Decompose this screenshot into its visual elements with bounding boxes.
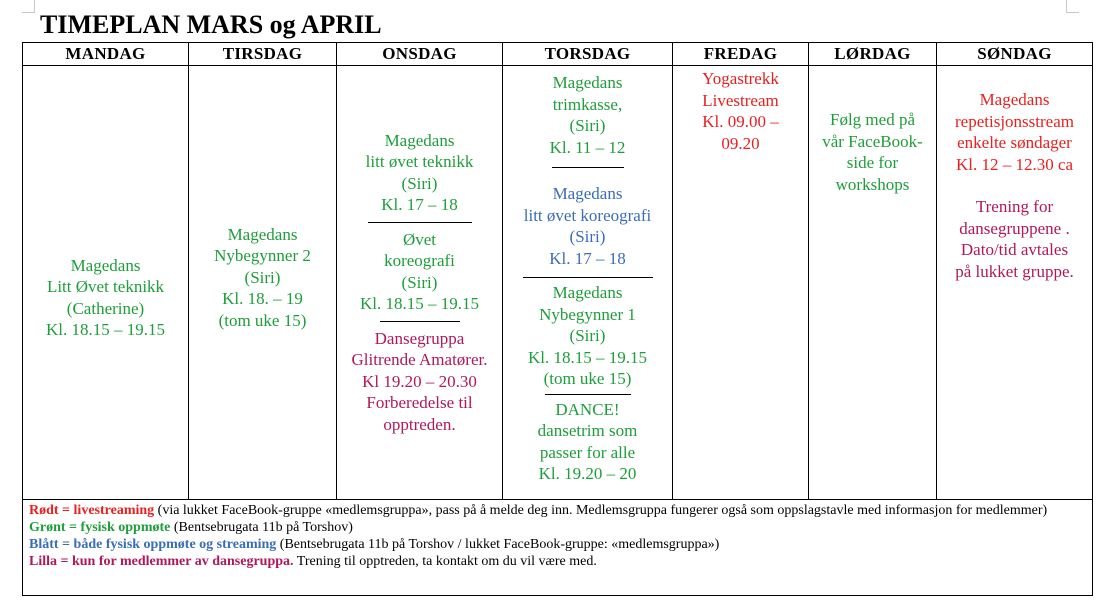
- class-name: Magedans: [552, 283, 623, 302]
- day-header-friday: FREDAG: [673, 43, 809, 66]
- legend-purple-text: Trening til opptreden, ta kontakt om du vil være med.: [293, 554, 597, 569]
- class-time: Kl. 09.00 –: [702, 112, 779, 131]
- legend-red-label: Rødt = livestreaming: [29, 503, 155, 518]
- class-note: (tom uke 15): [218, 310, 307, 330]
- class-teacher: (Siri): [569, 227, 606, 246]
- class-level: trimkasse,: [552, 94, 623, 114]
- class-time: 09.20: [721, 133, 760, 153]
- legend-blue-text: (Bentsebrugata 11b på Torshov / lukket FaceBook-gruppe: «medlemsgruppa»): [276, 537, 720, 552]
- day-header-tuesday: TIRSDAG: [189, 43, 337, 66]
- sunday-cell: [937, 66, 1093, 500]
- legend-blue: [29, 536, 1086, 553]
- class-teacher: (Siri): [401, 272, 438, 292]
- class-name: Magedans: [384, 130, 455, 150]
- note-line: enkelte søndager: [957, 133, 1072, 152]
- class-teacher: (Siri): [401, 173, 438, 193]
- class-time: Kl. 19.20 – 20: [538, 464, 637, 483]
- legend-green-label: Grønt = fysisk oppmøte: [29, 520, 171, 535]
- divider: [523, 277, 653, 278]
- tuesday-class: [214, 224, 311, 332]
- legend-row: [23, 500, 1093, 596]
- saturday-cell: [809, 66, 937, 500]
- note-line: side for: [846, 153, 899, 172]
- friday-cell: [673, 66, 809, 500]
- class-time: Kl. 18.15 – 19.15: [360, 294, 479, 314]
- note-line: repetisjonsstream: [955, 111, 1074, 131]
- class-level: litt øvet teknikk: [365, 152, 474, 172]
- divider: [368, 222, 472, 223]
- class-name: Magedans: [227, 224, 298, 244]
- class-level: litt øvet koreografi: [523, 205, 652, 225]
- note-line: Dato/tid avtales: [960, 240, 1069, 259]
- day-header-thursday: TORSDAG: [503, 43, 673, 66]
- class-level: Litt Øvet teknikk: [46, 277, 165, 296]
- divider: [380, 321, 460, 322]
- note-line: vår FaceBook-: [822, 131, 923, 151]
- thursday-class-2: [524, 183, 651, 269]
- note-line: Trening for: [975, 197, 1054, 216]
- class-level: koreografi: [384, 251, 455, 271]
- saturday-note: [822, 109, 923, 195]
- legend-red: [29, 502, 1086, 519]
- class-name: Øvet: [402, 229, 437, 249]
- legend-blue-label: Blått = både fysisk oppmøte og streaming: [29, 537, 277, 552]
- note-line: dansegruppene .: [959, 218, 1070, 238]
- class-time: Kl 19.20 – 20.30: [362, 371, 477, 391]
- day-header-wednesday: ONSDAG: [337, 43, 503, 66]
- schedule-row: [23, 66, 1093, 500]
- divider: [552, 167, 624, 168]
- class-note: opptreden.: [383, 414, 456, 434]
- class-note: Forberedelse til: [366, 393, 473, 413]
- wednesday-class-3: [352, 328, 488, 436]
- divider: [545, 394, 631, 395]
- class-name: Magedans: [70, 255, 141, 275]
- monday-class: [46, 255, 165, 341]
- class-desc: dansetrim som: [537, 421, 638, 440]
- sunday-stream: [955, 89, 1074, 175]
- thursday-class-1: [550, 72, 626, 158]
- class-name: Yogastrekk: [702, 69, 779, 88]
- tuesday-cell: [189, 66, 337, 500]
- note-line: Magedans: [979, 90, 1050, 109]
- schedule-table: [22, 42, 1093, 596]
- class-name: Magedans: [552, 184, 623, 203]
- class-time: Kl. 18. – 19: [222, 289, 303, 309]
- wednesday-class-2: [360, 229, 479, 315]
- class-format: Livestream: [702, 90, 779, 110]
- class-name: Magedans: [552, 73, 623, 92]
- class-teacher: (Siri): [569, 326, 606, 345]
- class-name: Dansegruppa: [374, 328, 465, 348]
- thursday-cell: [503, 66, 673, 500]
- legend-green-text: (Bentsebrugata 11b på Torshov): [170, 520, 353, 535]
- page-corner-mark-right: [1066, 0, 1079, 13]
- day-header-monday: MANDAG: [23, 43, 189, 66]
- note-line: Følg med på: [830, 110, 915, 129]
- class-time: Kl. 11 – 12: [549, 137, 626, 157]
- thursday-class-4: [538, 399, 638, 485]
- thursday-class-3: [528, 282, 647, 390]
- class-time: Kl. 18.15 – 19.15: [528, 347, 647, 367]
- legend-red-text: (via lukket FaceBook-gruppe «medlemsgruppa», pass på å melde deg inn. Medlemsgruppa fungerer også som oppslagstavle med informasjon for medlemmer): [154, 503, 1048, 518]
- legend-purple-label: Lilla = kun for medlemmer av dansegruppa.: [29, 554, 294, 569]
- legend-cell: [23, 500, 1093, 596]
- class-time: Kl. 17 – 18: [381, 195, 458, 215]
- day-header-saturday: LØRDAG: [809, 43, 937, 66]
- class-note: (tom uke 15): [543, 369, 632, 388]
- class-teacher: (Catherine): [66, 298, 145, 318]
- note-line: Kl. 12 – 12.30 ca: [955, 154, 1074, 174]
- day-header-row: [23, 43, 1093, 66]
- class-level: Nybegynner 1: [539, 304, 636, 324]
- legend-green: [29, 519, 1086, 536]
- wednesday-cell: [337, 66, 503, 500]
- day-header-sunday: SØNDAG: [937, 43, 1093, 66]
- class-name: DANCE!: [555, 399, 620, 419]
- class-teacher: (Siri): [244, 267, 281, 287]
- sunday-group-training: [955, 196, 1074, 282]
- page-title: TIMEPLAN MARS og APRIL: [40, 10, 382, 39]
- legend-purple: [29, 553, 1086, 570]
- class-group: Glitrende Amatører.: [351, 350, 488, 370]
- note-line: på lukket gruppe.: [955, 261, 1074, 281]
- class-level: Nybegynner 2: [214, 246, 311, 266]
- class-desc: passer for alle: [539, 442, 636, 462]
- wednesday-class-1: [366, 130, 474, 216]
- note-line: workshops: [835, 174, 910, 194]
- page-corner-mark-left: [22, 0, 35, 13]
- monday-cell: [23, 66, 189, 500]
- class-teacher: (Siri): [569, 116, 606, 135]
- friday-class: [702, 68, 779, 154]
- class-time: Kl. 18.15 – 19.15: [46, 320, 165, 339]
- class-time: Kl. 17 – 18: [549, 248, 626, 268]
